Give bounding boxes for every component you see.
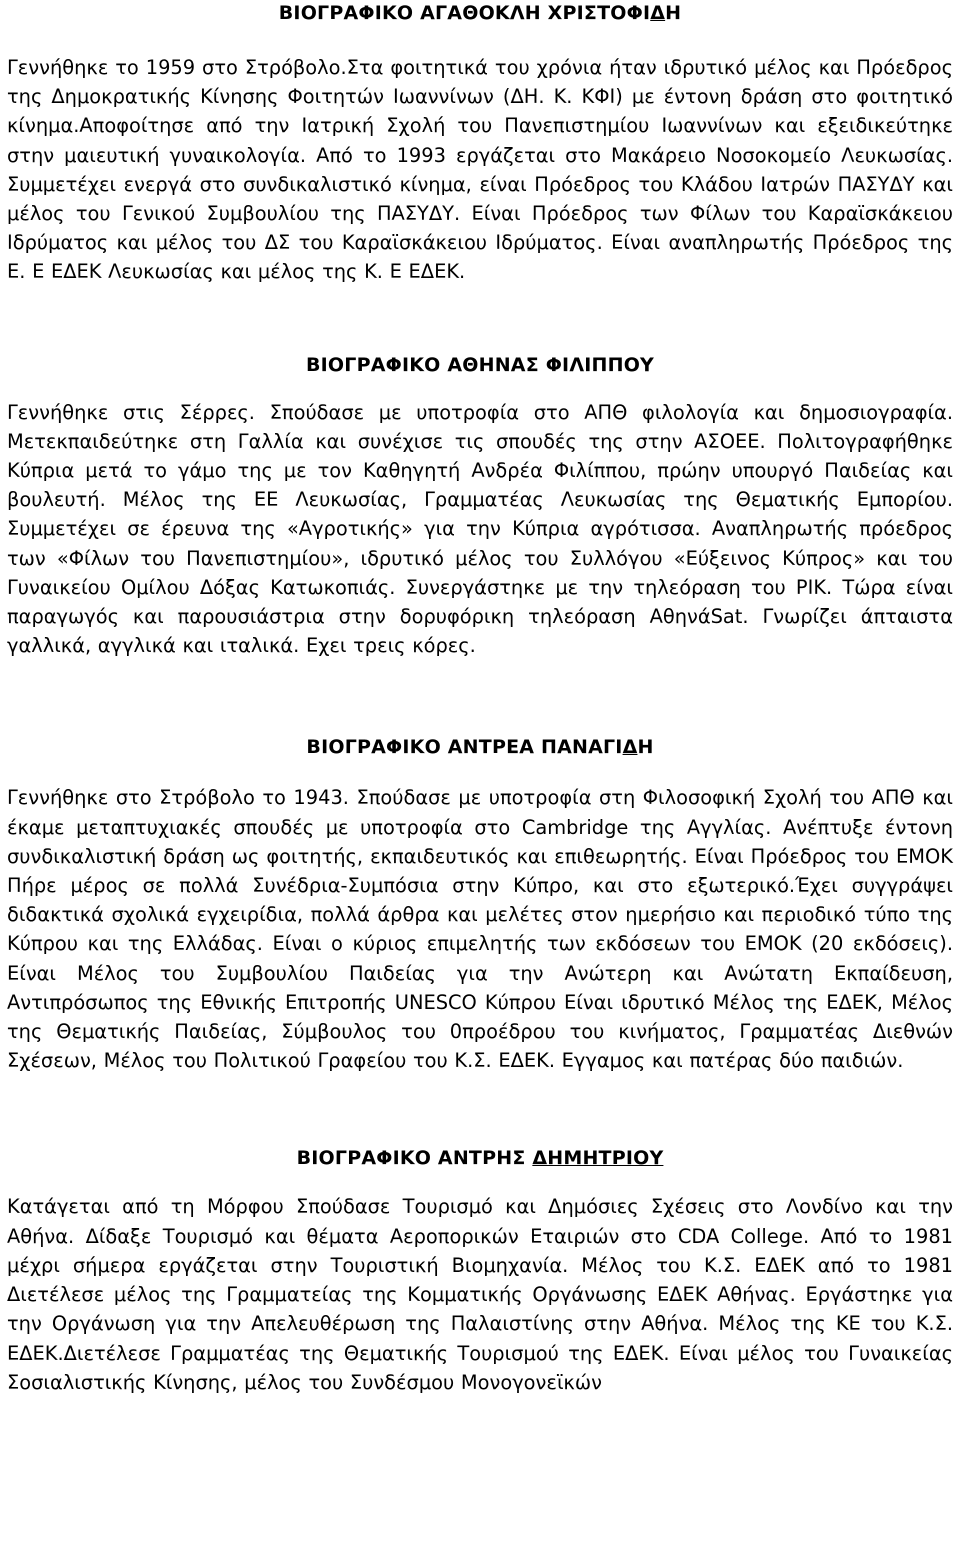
biography-text: Γεννήθηκε το 1959 στο Στρόβολο.Στα φοιτητικά του χρόνια ήταν ιδρυτικό μέλος και Πρόεδρος της Δημοκρατικής Κίνησης Φοιτητών Ιωαννίνων (ΔΗ. Κ. ΚΦΙ) με έντονη δράση στο φοιτητικό κίνημα.Αποφοίτησε από την Ιατρική Σχολή του Πανεπιστημίου Ιωαννίνων και εξειδικεύτηκε στην μαιευτική γυναικολογία. Από το 1993 εργάζεται στο Μακάρειο Νοσοκομείο Λευκωσίας. Συμμετέχει ενεργά στο συνδικαλιστικό κίνημα, είναι Πρόεδρος του Κλάδου Ιατρών ΠΑΣΥΔΥ και μέλος του Γενικού Συμβουλίου της ΠΑΣΥΔΥ. Είναι Πρόεδρος των Φίλων του Καραϊσκάκειου Ιδρύματος και μέλος του ΔΣ του Καραϊσκάκειου Ιδρύματος. Είναι αναπληρωτής Πρόεδρος της Ε. Ε ΕΔΕΚ Λευκωσίας και μέλος της Κ. Ε ΕΔΕΚ. — [7, 56, 953, 284]
biography-title: ΒΙΟΓΡΑΦΙΚΟ ΑΘΗΝΑΣ ΦΙΛΙΠΠΟΥ — [305, 353, 655, 376]
biography-section-filippou — [7, 353, 953, 661]
biography-title: ΒΙΟΓΡΑΦΙΚΟ ΑΓΑΘΟΚΛΗ ΧΡΙΣΤΟΦΙΔΗ — [278, 2, 682, 24]
biography-title: ΒΙΟΓΡΑΦΙΚΟ ΑΝΤΡΗΣ ΔΗΜΗΤΡΙΟΥ — [296, 1147, 664, 1170]
biography-title: ΒΙΟΓΡΑΦΙΚΟ ΑΝΤΡΕΑ ΠΑΝΑΓΙΔΗ — [306, 736, 654, 759]
biography-text: Γεννήθηκε στο Στρόβολο το 1943. Σπούδασε με υποτροφία στη Φιλοσοφική Σχολή του ΑΠΘ και έκαμε μεταπτυχιακές σπουδές με υποτροφία στο Cambridge της Αγγλίας. Ανέπτυξε έντονη συνδικαλιστική δράση ως φοιτητής, εκπαιδευτικός και επιθεωρητής. Είναι Πρόεδρος του ΕΜΟΚ Πήρε μέρος σε πολλά Συνέδρια-Συμπόσια στην Κύπρο, και στο εξωτερικό.Έχει συγγράψει διδακτικά σχολικά εγχειρίδια, πολλά άρθρα και μελέτες στον ημερήσιο και περιοδικό τύπο της Κύπρου και της Ελλάδας. Είναι ο κύριος επιμελητής των εκδόσεων του ΕΜΟΚ (20 εκδόσεις). Είναι Μέλος του Συμβουλίου Παιδείας για την Ανώτερη και Ανώτατη Εκπαίδευση, Αντιπρόσωπος της Εθνικής Επιτροπής UNESCO Κύπρου Είναι ιδρυτικό Μέλος της ΕΔΕΚ, Μέλος της Θεματικής Παιδείας, Σύμβουλος του 0προέδρου του κινήματος, Γραμματέας Διεθνών Σχέσεων, Μέλος του Πολιτικού Γραφείου του Κ.Σ. ΕΔΕΚ. Εγγαμος και πατέρας δύο παιδιών. — [7, 786, 953, 1073]
biography-section-dimitriou — [7, 1146, 953, 1396]
biography-text: Γεννήθηκε στις Σέρρες. Σπούδασε με υποτροφία στο ΑΠΘ φιλολογία και δημοσιογραφία. Μετεκπαιδεύτηκε στη Γαλλία και συνέχισε τις σπουδές της στην ΑΣΟΕΕ. Πολιτογραφήθηκε Κύπρια μετά το γάμο της με τον Καθηγητή Ανδρέα Φιλίππου, πρώην υπουργό Παιδείας και βουλευτή. Μέλος της ΕΕ Λευκωσίας, Γραμματέας Λευκωσίας της Θεματικής Εμπορίου. Συμμετέχει σε έρευνα της «Αγροτικής» για την Κύπρια αγρότισσα. Αναπληρωτής πρόεδρος των «Φίλων του Πανεπιστημίου», ιδρυτικό μέλος του Συλλόγου «Εύξεινος Κύπρος» και του Γυναικείου Ομίλου Δόξας Κατωκοπιάς. Συνεργάστηκε με την τηλεόραση του ΡΙΚ. Τώρα είναι παραγωγός και παρουσιάστρια στην δορυφόρικη τηλεόραση ΑθηνάSat. Γνωρίζει άπταιστα γαλλικά, αγγλικά και ιταλικά. Εχει τρεις κόρες. — [7, 400, 953, 658]
biography-section-panagidis — [7, 735, 953, 1075]
biography-section-christofidis — [7, 0, 953, 287]
biography-text: Κατάγεται από τη Μόρφου Σπούδασε Τουρισμό και Δημόσιες Σχέσεις στο Λονδίνο και την Αθήνα. Δίδαξε Τουρισμό και θέματα Αεροπορικών Εταιριών στο CDA College. Από το 1981 μέχρι σήμερα εργάζεται στην Τουριστική Βιομηχανία. Μέλος του Κ.Σ. ΕΔΕΚ από το 1981 Διετέλεσε μέλος της Γραμματείας της Κομματικής Οργάνωσης ΕΔΕΚ Αθήνας. Εργάστηκε για την Οργάνωση για την Απελευθέρωση της Παλαιστίνης στην Αθήνα. Μέλος της ΚΕ του Κ.Σ. ΕΔΕΚ.Διετέλεσε Γραμματέας της Θεματικής Τουρισμού της ΕΔΕΚ. Είναι μέλος του Γυναικείας Σοσιαλιστικής Κίνησης, μέλος του Συνδέσμου Μονογονεϊκών — [7, 1195, 953, 1394]
document-page — [7, 0, 953, 1397]
